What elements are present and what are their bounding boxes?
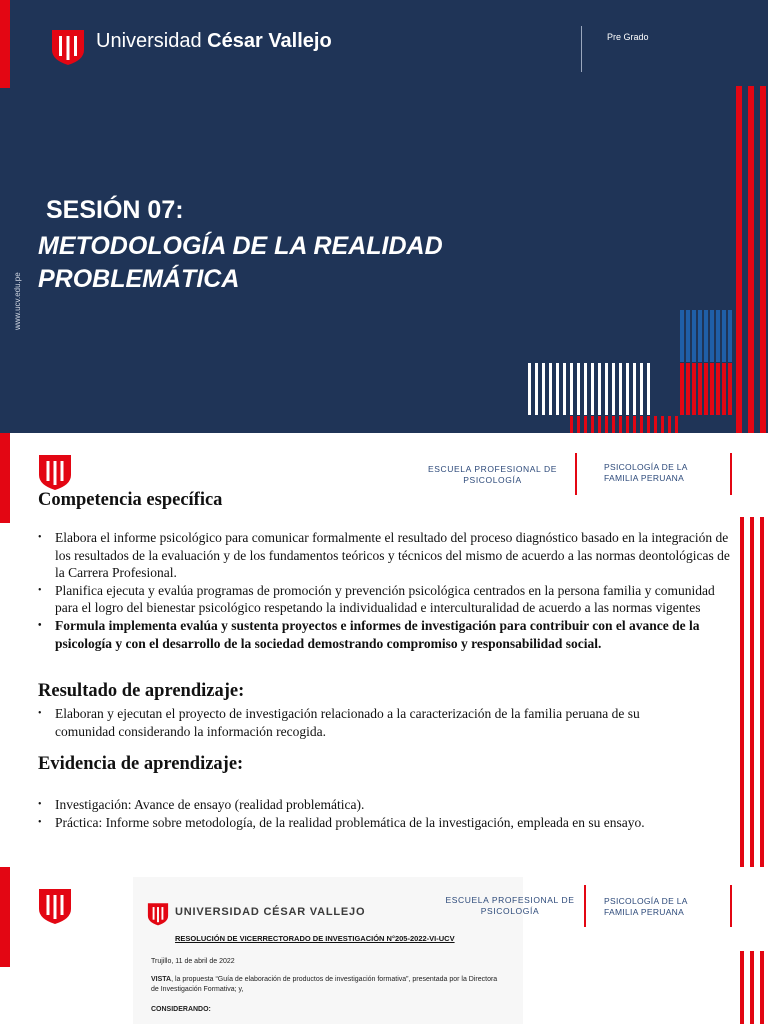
decorative-stripes <box>738 951 768 1024</box>
evidencia-title: Evidencia de aprendizaje: <box>38 754 244 774</box>
school-name: ESCUELA PROFESIONAL DE PSICOLOGÍA <box>427 464 558 485</box>
header-red-divider <box>730 885 732 927</box>
session-title: METODOLOGÍA DE LA REALIDAD PROBLEMÁTICA <box>38 232 443 293</box>
header-divider <box>581 26 582 72</box>
competencia-title: Competencia específica <box>38 490 223 510</box>
list-item: • Práctica: Informe sobre metodología, de la realidad problemática de la investigación, empleada en su ensayo. <box>38 814 645 830</box>
left-red-accent <box>0 867 10 967</box>
list-item: • Formula implementa evalúa y sustenta proyectos e informes de investigación para contribuir con el avance de la psicología y con el desarrollo de la sociedad demostrando compromiso y responsabilidad social. <box>38 617 700 651</box>
ucv-shield-icon <box>38 887 72 925</box>
resolution-slide <box>0 867 768 1024</box>
list-item: • Elabora el informe psicológico para comunicar formalmente el resultado del proceso diagnóstico basado en la integración de los resultados de la evaluación y de los fundamentos teóricos y técnicos del mismo de acuerdo a las normas deontológicas de la Carrera Profesional. <box>38 530 730 580</box>
course-name: PSICOLOGÍA DE LA FAMILIA PERUANA <box>604 896 688 917</box>
session-number: SESIÓN 07: <box>46 196 184 224</box>
university-name: Universidad César Vallejo <box>96 30 332 52</box>
website-url: www.ucv.edu.pe <box>13 272 22 330</box>
competencia-list <box>38 529 733 653</box>
pregrado-label: Pre Grado <box>607 32 649 42</box>
header-red-divider <box>575 453 577 495</box>
left-red-accent <box>0 0 10 88</box>
header-red-divider <box>584 885 586 927</box>
evidencia-list <box>38 796 688 831</box>
doc-vista: VISTA, la propuesta “Guía de elaboración de productos de investigación formativa”, presentada por la Directora de Investigación Formativa; y, <box>151 976 498 993</box>
title-slide <box>0 0 768 433</box>
list-item: • Elaboran y ejecutan el proyecto de investigación relacionado a la caracterización de la familia peruana de su comunidad considerando la información recogida. <box>38 706 640 739</box>
decorative-stripes <box>738 517 768 867</box>
list-item: • Planifica ejecuta y evalúa programas de promoción y prevención psicológica centrados en la persona familia y comunidad para el logro del bienestar psicológico respetando la individualidad e interculturalidad de acuerdo a las normas vigentes <box>38 582 715 615</box>
resultado-list <box>38 705 698 740</box>
course-name: PSICOLOGÍA DE LA FAMILIA PERUANA <box>604 462 688 483</box>
list-item: • Investigación: Avance de ensayo (realidad problemática). <box>38 797 365 812</box>
doc-date: Trujillo, 11 de abril de 2022 <box>151 958 235 965</box>
competencies-slide <box>0 433 768 867</box>
doc-heading: RESOLUCIÓN DE VICERRECTORADO DE INVESTIGACIÓN N°205-2022-VI-UCV <box>175 934 455 943</box>
doc-considerando: CONSIDERANDO: <box>151 1006 211 1013</box>
resultado-title: Resultado de aprendizaje: <box>38 681 245 701</box>
school-name: ESCUELA PROFESIONAL DE PSICOLOGÍA <box>445 895 575 916</box>
ucv-shield-icon <box>147 902 169 926</box>
decorative-stripes <box>528 86 768 433</box>
ucv-logo-icon <box>50 28 86 66</box>
left-red-accent <box>0 433 10 523</box>
header-red-divider <box>730 453 732 495</box>
ucv-shield-icon <box>38 453 72 491</box>
doc-university-name: UNIVERSIDAD CÉSAR VALLEJO <box>175 906 366 918</box>
